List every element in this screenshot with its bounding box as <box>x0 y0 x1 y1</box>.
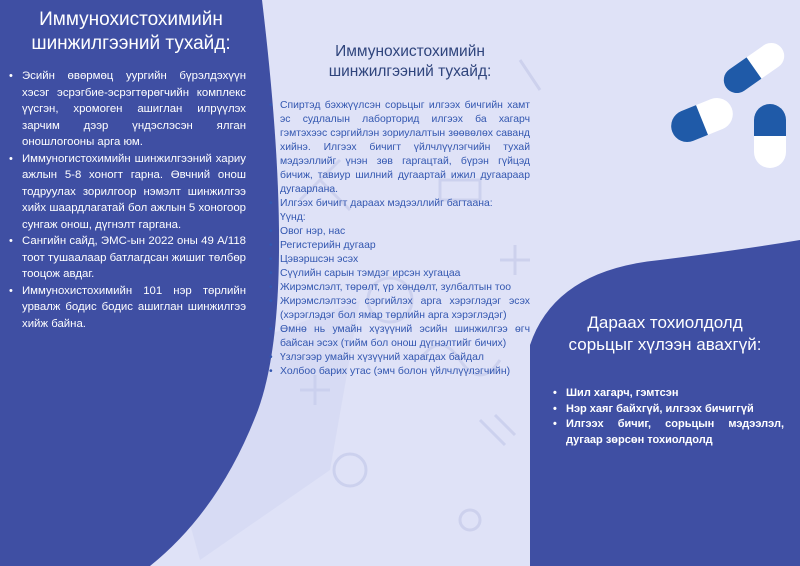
left-title-line2-text: шинжилгээний тухайд: <box>31 33 231 54</box>
right-title-line2: сорьцыг хүлээн авахгүй: <box>568 335 762 354</box>
right-info-panel <box>530 290 800 566</box>
list-item: • Илгээх бичиг, сорьцын мэдээлэл, дугаар зөрсөн тохиолдолд <box>552 417 784 448</box>
pill-capsule-icon <box>666 93 737 147</box>
middle-bullet-list <box>268 99 530 379</box>
left-info-panel <box>0 0 262 566</box>
pill-capsule-icon <box>754 104 786 168</box>
right-title <box>530 312 800 356</box>
list-item: • Цэвэршсэн эсэх <box>268 253 530 267</box>
list-item: • Спиртэд бэхжүүлсэн сорьцыг илгээх бичгийн хамт эс судлалын лаборторид илгээх ба хагарч гэмтэхээс сэргийлэн зориулалтын зөөвөлөх саванд хийнэ. Илгээх бичигт үйлчлүүлэгчийн тухай мэдээллийг үнэн зөв гаргацтай, бүрэн гүйцэд бичиж, тавиур шилний дугаартай ижил дугаараар дугаарлана. <box>268 99 530 197</box>
list-item: • Холбоо барих утас (эмч болон үйлчлүүлэгчийн) <box>268 365 530 379</box>
left-title-line2 <box>0 32 262 56</box>
pill-capsule-icon <box>719 38 790 98</box>
list-item: • Үзлэгээр умайн хүзүүний харагдах байдал <box>268 351 530 365</box>
right-bullet-list <box>552 386 784 448</box>
left-bullet-list <box>8 68 246 332</box>
list-subheading: Үүнд: <box>280 212 306 223</box>
list-item: • Шил хагарч, гэмтсэн <box>552 386 784 402</box>
left-title <box>0 8 262 56</box>
middle-title-line2: шинжилгээний тухайд: <box>328 63 492 80</box>
pills-illustration <box>660 28 800 178</box>
list-item: • Сүүлийн сарын тэмдэг ирсэн хугацаа <box>268 267 530 281</box>
middle-title-line1: Иммунохистохимийн <box>335 43 485 60</box>
list-item: • Иммуногистохимийн шинжилгээний хариу ажлын 5-8 хоногт гарна. Өвчний онош тодруулах зорилгоор нэмэлт шинжилгээ хийх шаардлагатай бол ажлын 5 хоногоор сунгаж онош, дүгнэлт гаргана. <box>8 151 246 234</box>
list-item: • Жирэмслэлт, төрөлт, үр хөндөлт, зулбалтын тоо <box>268 281 530 295</box>
list-item: • Жирэмслэлтээс сэргийлэх арга хэрэглэдэг эсэх (хэрэглэдэг бол ямар төрлийн арга хэрэглэдэг) <box>268 295 530 323</box>
list-item: • Регистерийн дугаар <box>268 239 530 253</box>
list-item: • Сангийн сайд, ЭМС-ын 2022 оны 49 А/118 тоот тушаалаар батлагдсан жишиг төлбөр тооцож авдаг. <box>8 233 246 283</box>
list-item: • Овог нэр, нас <box>268 225 530 239</box>
list-item: • Өмнө нь умайн хүзүүний эсийн шинжилгээ өгч байсан эсэх (тийм бол онош дүгнэлтийг бичих) <box>268 323 530 351</box>
right-title-line1: Дараах тохиолдолд <box>587 313 743 332</box>
list-item: • Нэр хаяг байхгүй, илгээх бичиггүй <box>552 402 784 418</box>
middle-title <box>290 42 530 82</box>
list-item: • Эсийн өвөрмөц уургийн бүрэлдэхүүн хэсэг эсрэгбие-эсрэгтөрөгчийн комплекс үүсгэн, хромоген ашиглан илрүүлэх зарчим дээр үндэслэсэн ялган оношлогооны арга юм. <box>8 68 246 151</box>
left-title-line1: Иммунохистохимийн <box>39 9 223 30</box>
list-item: • Иммунохистохимийн 101 нэр төрлийн урвалж бодис бодис ашиглан шинжилгээ хийж байна. <box>8 283 246 333</box>
list-item: • Илгээх бичигт дараах мэдээллийг багтаана: <box>268 197 530 211</box>
